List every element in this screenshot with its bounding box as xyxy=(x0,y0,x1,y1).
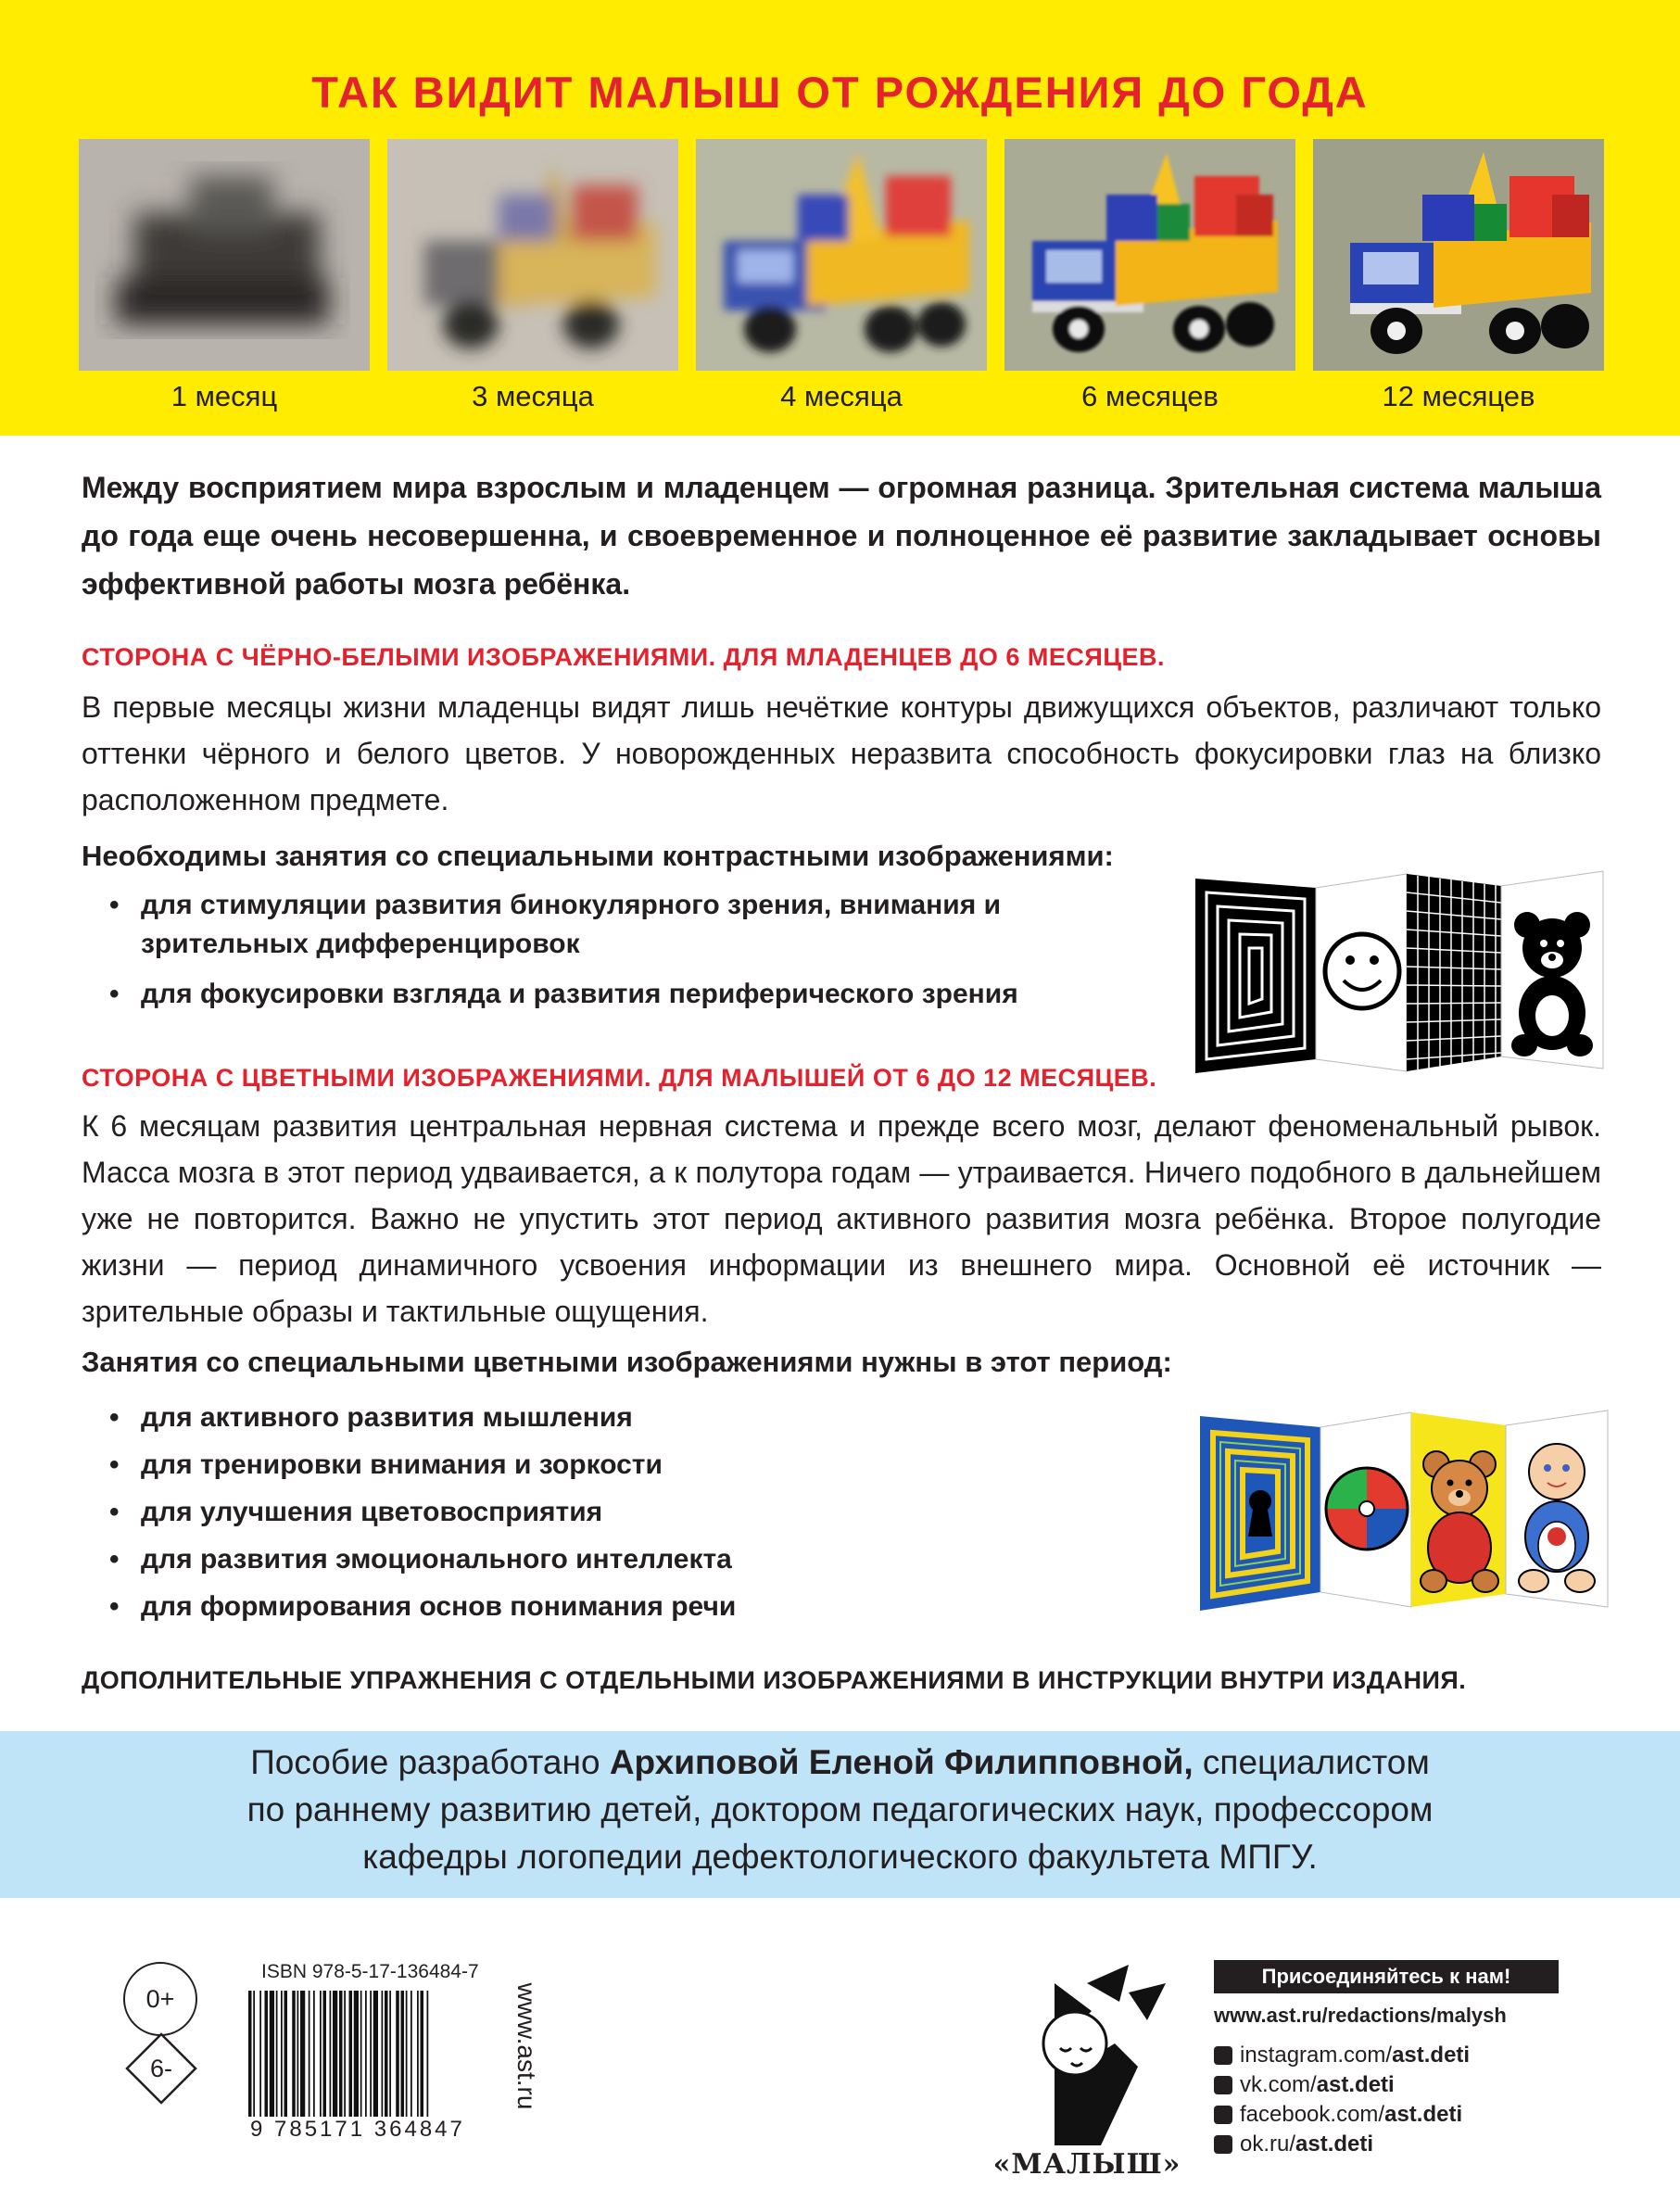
publisher-url[interactable]: www.ast.ru/redactions/malysh xyxy=(1214,2004,1507,2027)
barcode-bar xyxy=(354,1991,359,2117)
list-item: • для развития эмоционального интеллекта xyxy=(104,1536,1123,1583)
barcode-bar xyxy=(382,1991,384,2117)
barcode-bar xyxy=(427,1991,429,2117)
instagram-icon xyxy=(1214,2046,1232,2065)
truck-photo-4-months xyxy=(696,139,987,371)
stage-label-6: 6 месяцев xyxy=(1081,380,1219,412)
extra-exercises-note: ДОПОЛНИТЕЛЬНЫЕ УПРАЖНЕНИЯ С ОТДЕЛЬНЫМИ ИЗОБРАЖЕНИЯМИ В ИНСТРУКЦИИ ВНУТРИ ИЗДАНИЯ. xyxy=(82,1666,1467,1694)
color-section-paragraph: К 6 месяцам развития центральная нервная система и прежде всего мозг, делают феноменальный рывок. Масса мозга в этот период удваивается, а к полутора годам — утраивается. Ничего подобного в дальнейшем уже не повторится. Важно не упустить этот период активного развития мозга ребёнка. Второе полугодие жизни — период динамичного усвоения информации из внешнего мира. Основной её источник — зрительные образы и тактильные ощущения. xyxy=(82,1109,1601,1328)
page-title: ТАК ВИДИТ МАЛЫШ ОТ РОЖДЕНИЯ ДО ГОДА xyxy=(311,68,1369,117)
truck-photo-3-months xyxy=(387,139,678,371)
site-vertical: www.ast.ru xyxy=(512,1982,541,2110)
barcode-bar xyxy=(292,1991,296,2117)
barcode-bar xyxy=(297,1991,299,2117)
age-group-label: 6- xyxy=(149,2055,172,2082)
social-handle: ast.deti xyxy=(1384,2102,1463,2127)
publisher-logo xyxy=(990,1955,1184,2187)
barcode-bar xyxy=(320,1991,322,2117)
color-section-subheading: Занятия со специальными цветными изображениями нужны в этот период: xyxy=(82,1346,1172,1378)
barcode xyxy=(243,1987,493,2126)
barcode-bar xyxy=(259,1991,261,2117)
ok-icon xyxy=(1214,2135,1232,2154)
social-prefix: ok.ru/ xyxy=(1240,2131,1296,2157)
barcode-bar xyxy=(406,1991,408,2117)
author-credit-line-3: кафедры логопедии дефектологического факультета МПГУ. xyxy=(362,1838,1318,1876)
stage-label-12: 12 месяцев xyxy=(1382,380,1535,412)
barcode-bar xyxy=(284,1991,288,2117)
barcode-bar xyxy=(333,1991,337,2117)
social-prefix: facebook.com/ xyxy=(1240,2102,1385,2127)
barcode-bar xyxy=(401,1991,405,2117)
social-prefix: vk.com/ xyxy=(1240,2072,1317,2097)
barcode-bar xyxy=(281,1991,283,2117)
list-item: • для улучшения цветовосприятия xyxy=(104,1488,1123,1536)
barcode-bar xyxy=(309,1991,310,2117)
bw-section-paragraph: В первые месяцы жизни младенцы видят лишь нечёткие контуры движущихся объектов, различают только оттенки чёрного и белого цветов. У новорожденных неразвита способность фокусировки глаз на близко расположенном предмете. xyxy=(82,690,1601,816)
social-handle: ast.deti xyxy=(1392,2043,1471,2068)
bw-section-heading: СТОРОНА С ЧЁРНО-БЕЛЫМИ ИЗОБРАЖЕНИЯМИ. ДЛЯ МЛАДЕНЦЕВ ДО 6 МЕСЯЦЕВ. xyxy=(82,643,1166,671)
list-item: • для фокусировки взгляда и развития периферического зрения xyxy=(104,975,1105,1014)
barcode-digits: 9 785171 364847 xyxy=(250,2117,465,2142)
bw-cards-illustration xyxy=(1195,860,1612,1082)
barcode-bar xyxy=(300,1991,305,2117)
social-link-ok[interactable] xyxy=(1214,2131,1373,2157)
barcode-bar xyxy=(330,1991,332,2117)
barcode-bar xyxy=(370,1991,372,2117)
color-cards-illustration xyxy=(1200,1398,1617,1620)
social-link-facebook[interactable] xyxy=(1214,2102,1462,2128)
truck-photo-1-month xyxy=(79,139,370,371)
isbn-label: ISBN 978-5-17-136484-7 xyxy=(261,1961,479,1982)
list-item: • для стимуляции развития бинокулярного зрения, внимания и зрительных дифференцировок xyxy=(104,886,1067,964)
barcode-bar xyxy=(396,1991,399,2117)
truck-photo-6-months xyxy=(1004,139,1295,371)
barcode-bar xyxy=(373,1991,378,2117)
barcode-bar xyxy=(349,1991,353,2117)
list-item: • для формирования основ понимания речи xyxy=(104,1583,1123,1630)
social-handle: ast.deti xyxy=(1295,2131,1374,2157)
barcode-bar xyxy=(313,1991,315,2117)
barcode-bar xyxy=(360,1991,362,2117)
social-prefix: instagram.com/ xyxy=(1240,2043,1393,2068)
stage-label-4: 4 месяца xyxy=(780,380,903,412)
barcode-bar xyxy=(248,1991,252,2117)
author-name: Архиповой Еленой Филипповной, xyxy=(609,1743,1194,1781)
list-item: • для тренировки внимания и зоркости xyxy=(104,1441,1123,1488)
vk-icon xyxy=(1214,2076,1232,2094)
barcode-bar xyxy=(421,1991,424,2117)
barcode-bar xyxy=(389,1991,391,2117)
barcode-bar xyxy=(365,1991,367,2117)
barcode-bar xyxy=(339,1991,343,2117)
age-group-badge xyxy=(124,2031,198,2106)
intro-paragraph: Между восприятием мира взрослым и младенцем — огромная разница. Зрительная система малыша до года еще очень несовершенна, и своевременное и полноценное её развитие закладывает основы эффективной работы мозга ребёнка. xyxy=(82,471,1601,601)
stage-label-1: 1 месяц xyxy=(171,380,278,412)
author-credit-line-2: по раннему развитию детей, доктором педагогических наук, профессором xyxy=(246,1790,1434,1828)
color-benefits-list xyxy=(104,1394,1123,1630)
barcode-bar xyxy=(385,1991,388,2117)
social-handle: ast.deti xyxy=(1316,2072,1395,2097)
author-credit-prefix: Пособие разработано xyxy=(250,1743,610,1781)
author-credit xyxy=(0,1739,1680,1880)
barcode-bar xyxy=(265,1991,269,2117)
barcode-bar xyxy=(276,1991,278,2117)
age-rating-badge: 0+ xyxy=(123,1962,197,2036)
author-credit-suffix: специалистом xyxy=(1193,1743,1430,1781)
list-item: • для активного развития мышления xyxy=(104,1394,1123,1441)
barcode-bar xyxy=(270,1991,274,2117)
barcode-bar xyxy=(417,1991,419,2117)
color-section-heading: СТОРОНА С ЦВЕТНЫМИ ИЗОБРАЖЕНИЯМИ. ДЛЯ МАЛЫШЕЙ ОТ 6 ДО 12 МЕСЯЦЕВ. xyxy=(82,1064,1157,1092)
barcode-bar xyxy=(253,1991,255,2117)
bw-benefits-list xyxy=(104,886,1105,1014)
site-vertical-wrap xyxy=(508,1957,545,2143)
stage-label-3: 3 месяца xyxy=(472,380,594,412)
bw-section-subheading: Необходимы занятия со специальными контрастными изображениями: xyxy=(82,840,1114,872)
social-link-vk[interactable] xyxy=(1214,2072,1395,2098)
barcode-bar xyxy=(323,1991,327,2117)
barcode-bar xyxy=(344,1991,346,2117)
facebook-icon xyxy=(1214,2106,1232,2124)
barcode-bar xyxy=(411,1991,412,2117)
join-us-label: Присоединяйтесь к нам! xyxy=(1214,1960,1559,1993)
social-link-instagram[interactable] xyxy=(1214,2043,1470,2068)
publisher-logo-text: «МАЛЫШ» xyxy=(992,2148,1181,2181)
truck-photo-12-months xyxy=(1313,139,1604,371)
